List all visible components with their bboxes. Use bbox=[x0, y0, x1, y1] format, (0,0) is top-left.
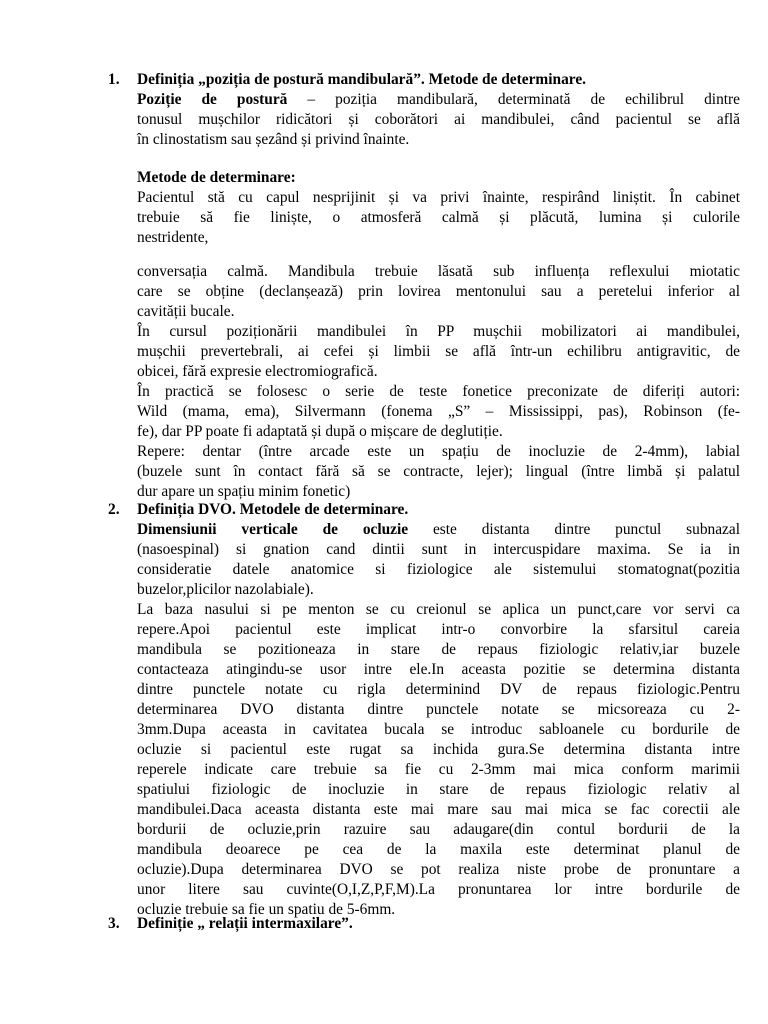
paragraph-line: reperele indicate care trebuie sa fie cu 2-3mm mai mica conform marimii bbox=[137, 761, 740, 778]
paragraph-line: dur apare un spațiu minim fonetic) bbox=[137, 483, 351, 500]
item-number: 1. bbox=[108, 71, 120, 88]
paragraph-line: ocluzie trebuie sa fie un spatiu de 5-6mm. bbox=[137, 901, 396, 918]
paragraph-line: care se obține (declanșează) prin lovirea mentonului sau a peretelui inferior al bbox=[137, 283, 740, 300]
paragraph-line: mușchii prevertebrali, ai cefei și limbii se află într-un echilibru antigravitic, de bbox=[137, 343, 740, 360]
paragraph-line: în clinostatism sau șezând și privind înainte. bbox=[137, 131, 410, 148]
paragraph-line: Repere: dentar (între arcade este un spațiu de inocluzie de 2-4mm), labial bbox=[137, 443, 740, 460]
paragraph-line: 3mm.Dupa aceasta in cavitatea bucala se introduc sabloanele cu bordurile de bbox=[137, 721, 740, 738]
paragraph-line: mandibulei.Daca aceasta distanta este mai mare sau mai mica se fac corectii ale bbox=[137, 801, 740, 818]
paragraph-line: fe), dar PP poate fi adaptată și după o mișcare de deglutiție. bbox=[137, 423, 503, 440]
definition-text: – poziția mandibulară, determinată de echilibrul dintre bbox=[287, 91, 740, 108]
paragraph-line: obicei, fără expresie electromiografică. bbox=[137, 363, 378, 380]
paragraph-line: Pacientul stă cu capul nesprijinit și va privi înainte, respirând liniștit. În cabinet bbox=[137, 189, 740, 206]
item-title: Definiția DVO. Metodele de determinare. bbox=[137, 501, 409, 518]
defined-term: Dimensiunii verticale de ocluzie bbox=[137, 521, 409, 538]
paragraph-line: trebuie să fie liniște, o atmosferă calmă și plăcută, lumina și culorile bbox=[137, 209, 740, 226]
item-title: Definiția „poziția de postură mandibulară”. Metode de determinare. bbox=[137, 71, 587, 88]
paragraph-line: ocluzie).Dupa determinarea DVO se pot realiza niste probe de pronuntare a bbox=[137, 861, 740, 878]
paragraph-line bbox=[137, 90, 740, 110]
definition-text: este distanta dintre punctul subnazal bbox=[408, 521, 740, 538]
paragraph-line: În practică se folosesc o serie de teste fonetice preconizate de diferiți autori: bbox=[137, 383, 740, 400]
paragraph-line: mandibula deoarece pe cea de la maxila este determinat planul de bbox=[137, 841, 740, 858]
paragraph-line: (buzele sunt în contact fără să se contracte, lejer); lingual (între limbă și palatul bbox=[137, 463, 740, 480]
paragraph-line: ocluzie si pacientul este rugat sa inchida gura.Se determina distanta intre bbox=[137, 741, 740, 758]
defined-term: Poziție de postură bbox=[137, 91, 288, 108]
paragraph-line bbox=[137, 520, 740, 540]
section-heading: Metode de determinare: bbox=[137, 169, 296, 186]
paragraph-line: repere.Apoi pacientul este implicat intr-o convorbire la sfarsitul careia bbox=[137, 621, 740, 638]
paragraph-line: La baza nasului si pe menton se cu creionul se aplica un punct,care vor servi ca bbox=[137, 601, 740, 618]
paragraph-line: contacteaza atingindu-se usor intre ele.In aceasta pozitie se determina distanta bbox=[137, 661, 740, 678]
paragraph-line: cavității bucale. bbox=[137, 303, 235, 320]
paragraph-line: Wild (mama, ema), Silvermann (fonema „S” – Mississippi, pas), Robinson (fe- bbox=[137, 403, 740, 420]
item-number: 2. bbox=[108, 501, 120, 518]
paragraph-line: (nasoespinal) si gnation cand dintii sunt in intercuspidare maxima. Se ia in bbox=[137, 541, 740, 558]
item-number: 3. bbox=[108, 915, 120, 932]
paragraph-line: conversația calmă. Mandibula trebuie lăsată sub influența reflexului miotatic bbox=[137, 263, 740, 280]
paragraph-line: buzelor,plicilor nazolabiale). bbox=[137, 581, 314, 598]
paragraph-line: consideratie datele anatomice si fiziologice ale sistemului stomatognat(pozitia bbox=[137, 561, 740, 578]
paragraph-line: unor litere sau cuvinte(O,I,Z,P,F,M).La pronuntarea lor intre bordurile de bbox=[137, 881, 740, 898]
paragraph-line: În cursul poziționării mandibulei în PP mușchii mobilizatori ai mandibulei, bbox=[137, 323, 740, 340]
paragraph-line: determinarea DVO distanta dintre punctele notate se micsoreaza cu 2- bbox=[137, 701, 740, 718]
paragraph-line: bordurii de ocluzie,prin razuire sau adaugare(din contul bordurii de la bbox=[137, 821, 740, 838]
paragraph-line: dintre punctele notate cu rigla determinind DV de repaus fiziologic.Pentru bbox=[137, 681, 740, 698]
paragraph-line: spatiului fiziologic de inocluzie in stare de repaus fiziologic relativ al bbox=[137, 781, 740, 798]
paragraph-line: nestridente, bbox=[137, 229, 209, 246]
item-title: Definiție „ relații intermaxilare”. bbox=[137, 915, 353, 932]
paragraph-line: mandibula se pozitioneaza in stare de repaus fiziologic relativ,iar buzele bbox=[137, 641, 740, 658]
paragraph-line: tonusul mușchilor ridicători și coborători ai mandibulei, când pacientul se află bbox=[137, 111, 740, 128]
